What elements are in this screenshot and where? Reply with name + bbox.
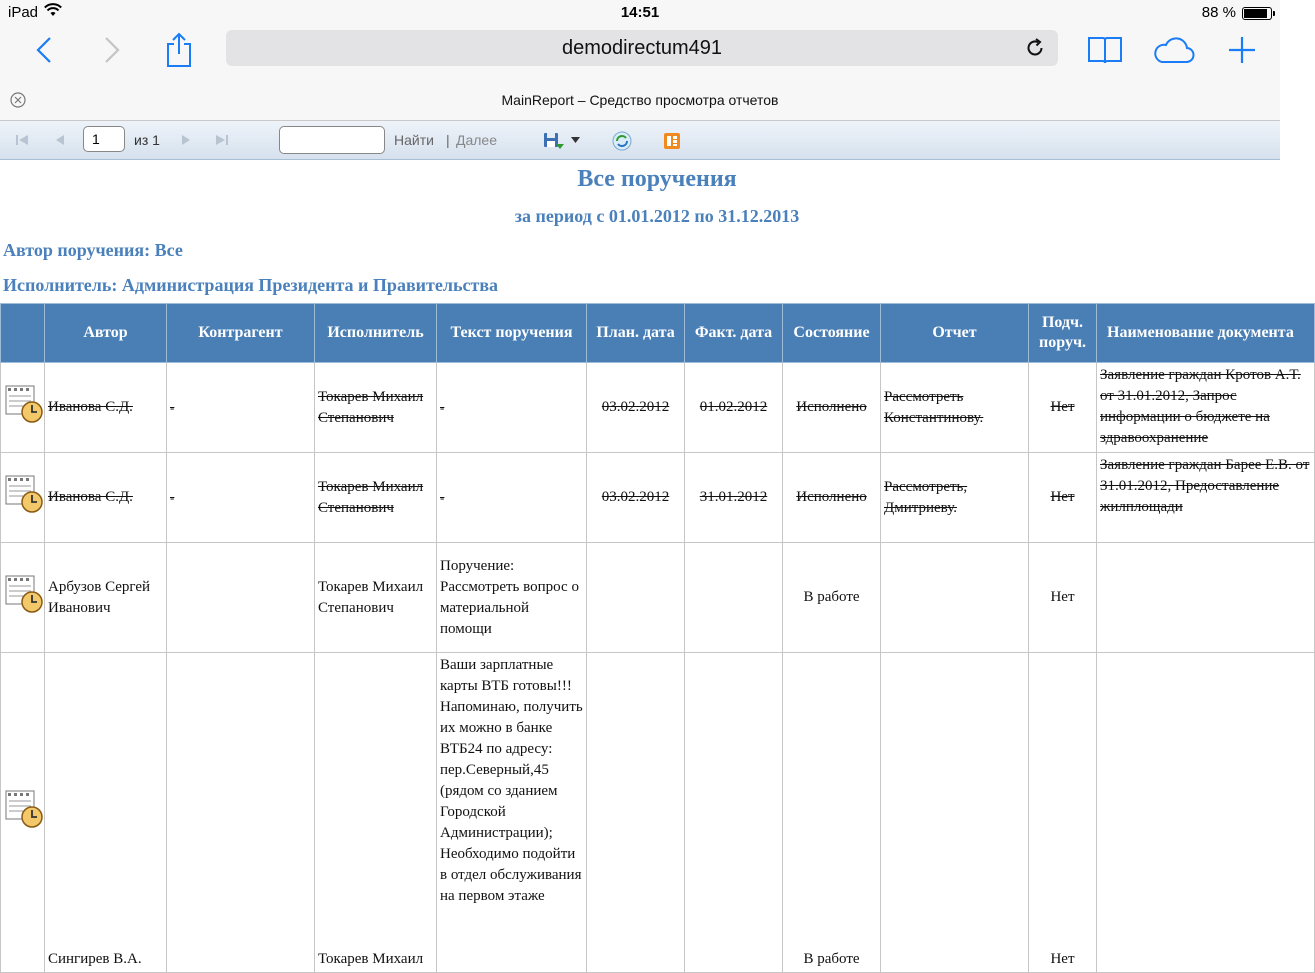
report-title: Все поручения — [577, 166, 737, 192]
fact-date-cell — [685, 453, 783, 543]
counterparty-cell-text: - — [170, 490, 175, 505]
subassignments-cell-text: Нет — [1050, 489, 1075, 505]
tab-bar — [0, 80, 1280, 121]
author-cell — [45, 543, 167, 653]
row-icon-cell — [1, 543, 45, 653]
bookmarks-button[interactable] — [1083, 28, 1127, 72]
executor-cell-text: Токарев Михаил — [318, 951, 424, 967]
assignment-icon[interactable] — [4, 574, 44, 614]
executor-cell-text: Токарев Михаил Степанович — [318, 578, 424, 616]
document-name-cell — [1097, 543, 1315, 653]
share-button[interactable] — [157, 28, 201, 72]
executor-cell — [315, 543, 437, 653]
document-name-cell-text: Заявление граждан Кротов А.Т. от 31.01.2012, Запрос информации о бюджете на здравоохранение — [1100, 367, 1301, 446]
report-page — [0, 160, 1310, 967]
text-cell — [437, 653, 587, 973]
book-icon — [1087, 35, 1123, 65]
table-row[interactable] — [1, 543, 1315, 653]
subassignments-cell-text: Нет — [1050, 951, 1075, 967]
report-viewer-toolbar — [0, 121, 1280, 160]
author-filter: Автор поручения: Все — [3, 240, 183, 260]
counterparty-cell — [167, 453, 315, 543]
plan-date-cell — [587, 453, 685, 543]
icloud-tabs-button[interactable] — [1152, 28, 1196, 72]
table-row[interactable] — [1, 363, 1315, 453]
table-row[interactable] — [1, 453, 1315, 543]
author-cell — [45, 363, 167, 453]
author-cell-text: Сингирев В.А. — [48, 951, 142, 967]
clock: 14:51 — [620, 4, 660, 21]
document-name-cell — [1097, 653, 1315, 973]
text-cell-text: - — [440, 490, 445, 505]
export-icon[interactable] — [543, 131, 565, 151]
column-header-icon — [1, 304, 45, 363]
battery-icon — [1242, 7, 1272, 20]
report-cell-text: Рассмотреть Константинову. — [884, 388, 984, 426]
column-header[interactable]: Отчет — [881, 304, 1029, 363]
row-icon-cell — [1, 453, 45, 543]
executor-cell — [315, 653, 437, 973]
report-period: за период с 01.01.2012 по 31.12.2013 — [514, 206, 800, 226]
subassignments-cell — [1029, 653, 1097, 973]
table-row[interactable] — [1, 653, 1315, 973]
report-cell — [881, 453, 1029, 543]
executor-cell — [315, 453, 437, 543]
author-cell-text: Иванова С.Д. — [48, 489, 133, 505]
executor-filter: Исполнитель: Администрация Президента и Правительства — [3, 275, 499, 295]
fact-date-cell — [685, 653, 783, 973]
text-cell-text: Ваши зарплатные карты ВТБ готовы!!! Напоминаю, получить их можно в банке ВТБ24 по адресу: пер.Северный,45 (рядом со зданием Городской Администрации); Необходимо подойти в отдел обслуживания на первом этаже — [440, 657, 583, 904]
assignment-icon[interactable] — [4, 384, 44, 424]
document-name-cell — [1097, 363, 1315, 453]
executor-cell-text: Токарев Михаил Степанович — [318, 388, 424, 426]
author-cell — [45, 653, 167, 973]
subassignments-cell-text: Нет — [1050, 399, 1075, 415]
column-header[interactable]: Автор — [45, 304, 167, 363]
subassignments-cell — [1029, 363, 1097, 453]
status-bar — [0, 0, 1280, 26]
print-layout-icon[interactable] — [663, 132, 681, 150]
fact-date-cell-text: 01.02.2012 — [699, 399, 768, 415]
table-header-row — [1, 304, 1315, 363]
prev-page-icon[interactable] — [52, 132, 68, 148]
text-cell — [437, 543, 587, 653]
plan-date-cell — [587, 653, 685, 973]
device-name: iPad — [8, 4, 39, 21]
chevron-left-icon — [34, 35, 54, 65]
counterparty-cell — [167, 543, 315, 653]
url-text: demodirectum491 — [561, 37, 723, 59]
first-page-icon[interactable] — [14, 132, 30, 148]
forward-button[interactable] — [90, 28, 134, 72]
share-icon — [165, 32, 193, 68]
subassignments-cell-text: Нет — [1050, 589, 1075, 605]
text-cell-text: Поручение: Рассмотреть вопрос о материальной помощи — [440, 557, 579, 637]
counterparty-cell — [167, 653, 315, 973]
report-cell-text: Рассмотреть, Дмитриеву. — [884, 478, 968, 516]
text-cell-text: - — [440, 400, 445, 415]
fact-date-cell-text: 31.01.2012 — [699, 489, 768, 505]
author-cell — [45, 453, 167, 543]
page-count-label: из 1 — [134, 132, 160, 148]
state-cell-text: В работе — [803, 589, 860, 605]
plan-date-cell-text: 03.02.2012 — [601, 399, 670, 415]
subassignments-cell — [1029, 543, 1097, 653]
state-cell-text: Исполнено — [796, 489, 867, 505]
chevron-right-icon — [102, 35, 122, 65]
counterparty-cell — [167, 363, 315, 453]
column-header[interactable]: Наименование документа — [1097, 304, 1315, 363]
address-bar[interactable] — [226, 30, 1058, 66]
report-cell — [881, 653, 1029, 973]
column-header[interactable]: Подч. поруч. — [1029, 304, 1097, 363]
find-next-link[interactable]: Далее — [456, 132, 498, 148]
fact-date-cell — [685, 543, 783, 653]
plan-date-cell — [587, 543, 685, 653]
battery-percent: 88 % — [1201, 4, 1236, 21]
state-cell — [783, 453, 881, 543]
column-header[interactable]: Факт. дата — [685, 304, 783, 363]
column-header[interactable]: Контрагент — [167, 304, 315, 363]
row-icon-cell — [1, 363, 45, 453]
report-cell — [881, 363, 1029, 453]
fact-date-cell — [685, 363, 783, 453]
text-cell — [437, 453, 587, 543]
export-dropdown-arrow-icon[interactable] — [571, 137, 580, 143]
state-cell — [783, 363, 881, 453]
assignments-table — [0, 303, 1315, 973]
separator: | — [446, 132, 450, 148]
assignment-icon[interactable] — [4, 789, 44, 829]
author-cell-text: Иванова С.Д. — [48, 399, 133, 415]
tab-title: MainReport – Средство просмотра отчетов — [501, 92, 779, 108]
state-cell-text: В работе — [803, 951, 860, 967]
assignment-icon[interactable] — [4, 474, 44, 514]
state-cell — [783, 653, 881, 973]
last-page-icon[interactable] — [214, 132, 230, 148]
document-name-cell — [1097, 453, 1315, 543]
column-header[interactable]: Текст поручения — [437, 304, 587, 363]
state-cell-text: Исполнено — [796, 399, 867, 415]
page-number-input[interactable] — [83, 126, 125, 152]
column-header[interactable]: Состояние — [783, 304, 881, 363]
row-icon-cell — [1, 653, 45, 973]
column-header[interactable]: План. дата — [587, 304, 685, 363]
column-header[interactable]: Исполнитель — [315, 304, 437, 363]
report-cell — [881, 543, 1029, 653]
refresh-icon[interactable] — [612, 131, 632, 151]
executor-cell-text: Токарев Михаил Степанович — [318, 478, 424, 516]
reload-icon[interactable] — [1024, 37, 1046, 59]
counterparty-cell-text: - — [170, 400, 175, 415]
search-input[interactable] — [279, 126, 385, 154]
subassignments-cell — [1029, 453, 1097, 543]
cloud-icon — [1152, 35, 1196, 65]
plan-date-cell — [587, 363, 685, 453]
document-name-cell-text: Заявление граждан Барее Е.В. от 31.01.2012, Предоставление жилплощади — [1100, 457, 1310, 515]
plus-icon — [1227, 35, 1257, 65]
plan-date-cell-text: 03.02.2012 — [601, 489, 670, 505]
next-page-icon[interactable] — [178, 132, 194, 148]
state-cell — [783, 543, 881, 653]
find-link[interactable]: Найти — [394, 132, 434, 148]
new-tab-button[interactable] — [1220, 28, 1264, 72]
author-cell-text: Арбузов Сергей Иванович — [48, 578, 151, 616]
browser-toolbar — [0, 26, 1280, 80]
back-button[interactable] — [22, 28, 66, 72]
text-cell — [437, 363, 587, 453]
executor-cell — [315, 363, 437, 453]
